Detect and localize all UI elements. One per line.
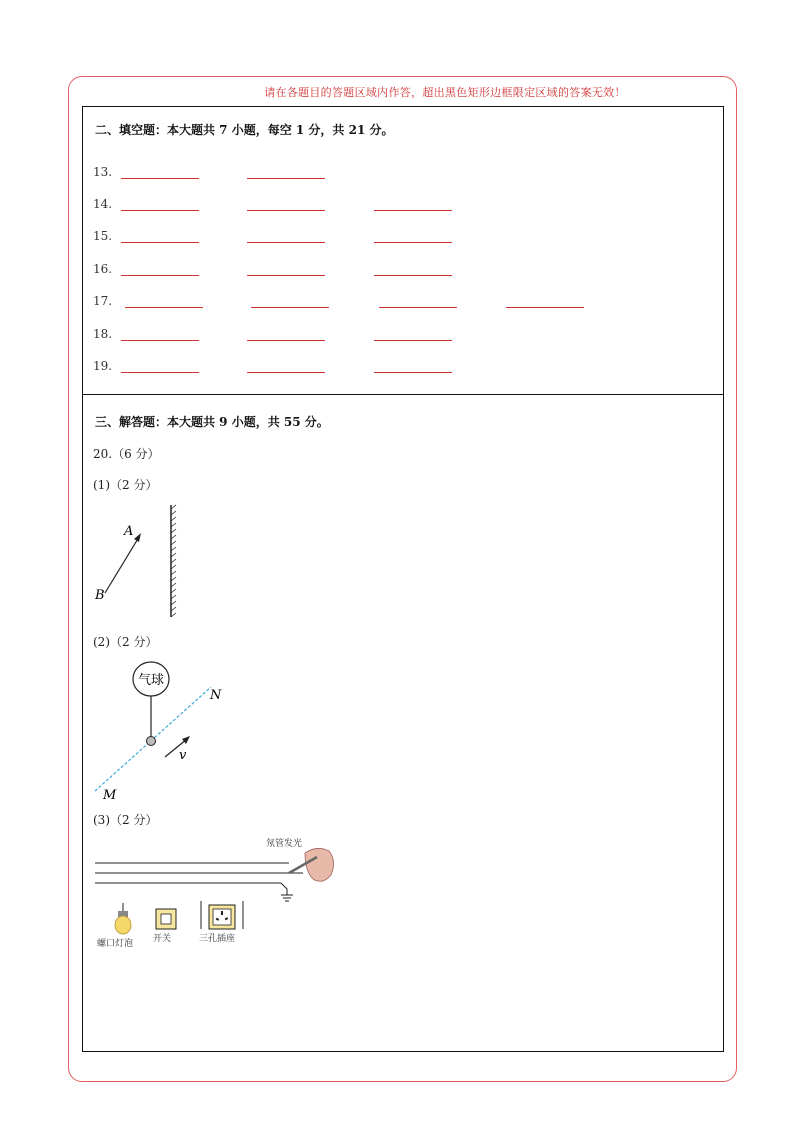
answer-blank[interactable]: [121, 242, 199, 243]
label-m: M: [103, 788, 117, 803]
tester-pen-icon: [289, 848, 334, 881]
question-number: 17.: [93, 294, 113, 308]
answer-blank[interactable]: [251, 307, 329, 308]
answer-blank[interactable]: [247, 242, 325, 243]
part2-label: (2)（2 分）: [93, 635, 158, 649]
label-b: B: [95, 588, 105, 603]
answer-blank[interactable]: [247, 210, 325, 211]
question-number: 19.: [93, 359, 113, 373]
answer-blank[interactable]: [121, 178, 199, 179]
fill-in-section: [82, 106, 724, 395]
answer-blank[interactable]: [247, 340, 325, 341]
label-v: v: [179, 748, 187, 763]
section3-title: 三、解答题：本大题共 9 小题，共 55 分。: [95, 415, 329, 429]
label-n: N: [210, 688, 222, 703]
question-number: 16.: [93, 262, 113, 276]
screw-bulb-icon: [97, 903, 133, 949]
answer-blank[interactable]: [125, 307, 203, 308]
question-number: 15.: [93, 229, 113, 243]
balloon-figure: [83, 657, 243, 805]
bulb-label: 螺口灯泡: [97, 939, 134, 949]
switch-icon: [153, 909, 176, 944]
answer-blank[interactable]: [374, 275, 452, 276]
answer-section: [82, 394, 724, 1052]
tester-label: 氖管发光: [266, 839, 303, 849]
answer-blank[interactable]: [247, 178, 325, 179]
label-a: A: [124, 524, 134, 539]
answer-blank[interactable]: [121, 372, 199, 373]
part1-label: (1)（2 分）: [93, 478, 158, 492]
socket-label: 三孔插座: [199, 934, 236, 944]
balloon-label: 气球: [137, 673, 165, 688]
answer-blank[interactable]: [374, 340, 452, 341]
answer-blank[interactable]: [374, 242, 452, 243]
answer-blank[interactable]: [374, 372, 452, 373]
question-number: 14.: [93, 197, 113, 211]
socket-icon: [199, 901, 243, 944]
answer-blank[interactable]: [379, 307, 457, 308]
answer-blank[interactable]: [121, 340, 199, 341]
notice-text: 请在各题目的答题区域内作答，超出黑色矩形边框限定区域的答案无效！: [264, 86, 626, 99]
answer-blank[interactable]: [374, 210, 452, 211]
question-number: 18.: [93, 327, 113, 341]
answer-blank[interactable]: [121, 275, 199, 276]
mirror-figure: [83, 495, 203, 625]
answer-blank[interactable]: [247, 275, 325, 276]
answer-blank[interactable]: [247, 372, 325, 373]
question-20-label: 20.（6 分）: [93, 447, 160, 461]
switch-label: 开关: [153, 934, 172, 944]
answer-blank[interactable]: [506, 307, 584, 308]
arrow-ab: [105, 537, 139, 593]
part3-label: (3)（2 分）: [93, 813, 158, 827]
section2-title: 二、填空题：本大题共 7 小题，每空 1 分，共 21 分。: [95, 123, 394, 137]
question-number: 13.: [93, 165, 113, 179]
circuit-figure: [91, 831, 351, 961]
answer-blank[interactable]: [121, 210, 199, 211]
